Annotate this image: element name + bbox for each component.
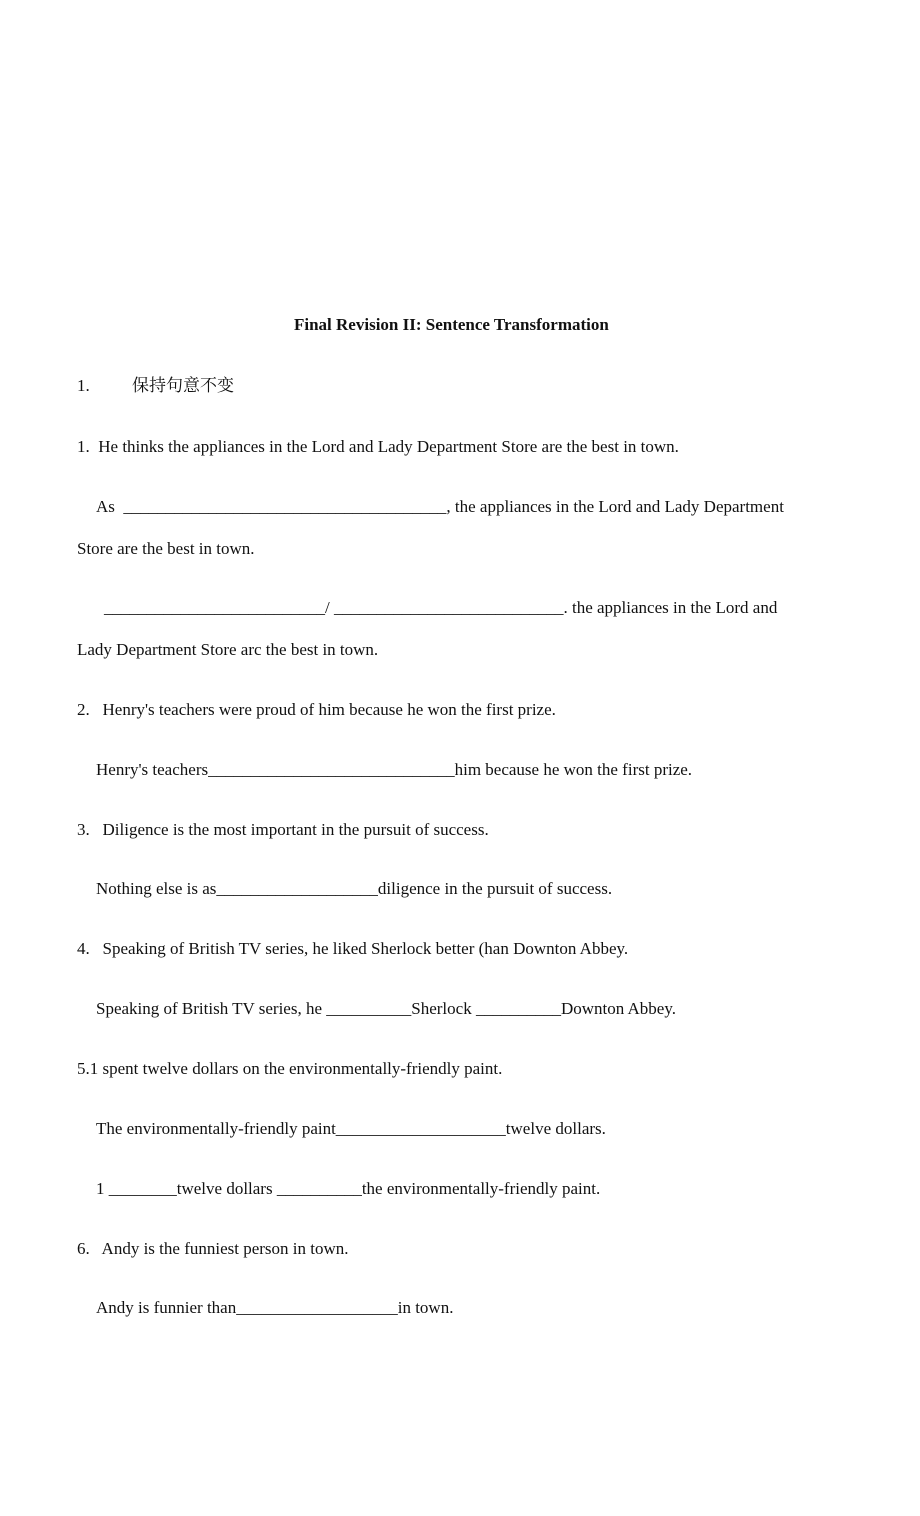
question-2: 2. Henry's teachers were proud of him because he won the first prize. — [77, 700, 556, 719]
answer-1a-line1: As ______________________________________, the appliances in the Lord and Lady Department — [96, 497, 784, 516]
question-5: 5.1 spent twelve dollars on the environmentally-friendly paint. — [77, 1059, 503, 1078]
answer-4: Speaking of British TV series, he __________Sherlock __________Downton Abbey. — [96, 999, 677, 1018]
answer-3: Nothing else is as___________________diligence in the pursuit of success. — [96, 879, 613, 898]
question-6: 6. Andy is the funniest person in town. — [77, 1239, 349, 1258]
answer-6: Andy is funnier than___________________in town. — [96, 1298, 454, 1317]
answer-5a: The environmentally-friendly paint____________________twelve dollars. — [96, 1119, 606, 1138]
question-3: 3. Diligence is the most important in the pursuit of success. — [77, 820, 489, 839]
page-title: Final Revision II: Sentence Transformation — [294, 315, 609, 334]
section-label: 保持句意不变 — [132, 376, 234, 395]
answer-1b-line1: __________________________/ ___________________________. the appliances in the Lord and — [104, 598, 778, 617]
section-number: 1. — [77, 376, 90, 395]
answer-1a-line2: Store are the best in town. — [77, 539, 255, 558]
answer-2: Henry's teachers_____________________________him because he won the first prize. — [96, 760, 693, 779]
answer-1b-line2: Lady Department Store arc the best in town. — [77, 640, 379, 659]
answer-5b: 1 ________twelve dollars __________the environmentally-friendly paint. — [96, 1179, 601, 1198]
question-1: 1. He thinks the appliances in the Lord and Lady Department Store are the best in town. — [77, 437, 679, 456]
question-4: 4. Speaking of British TV series, he liked Sherlock better (han Downton Abbey. — [77, 939, 629, 958]
